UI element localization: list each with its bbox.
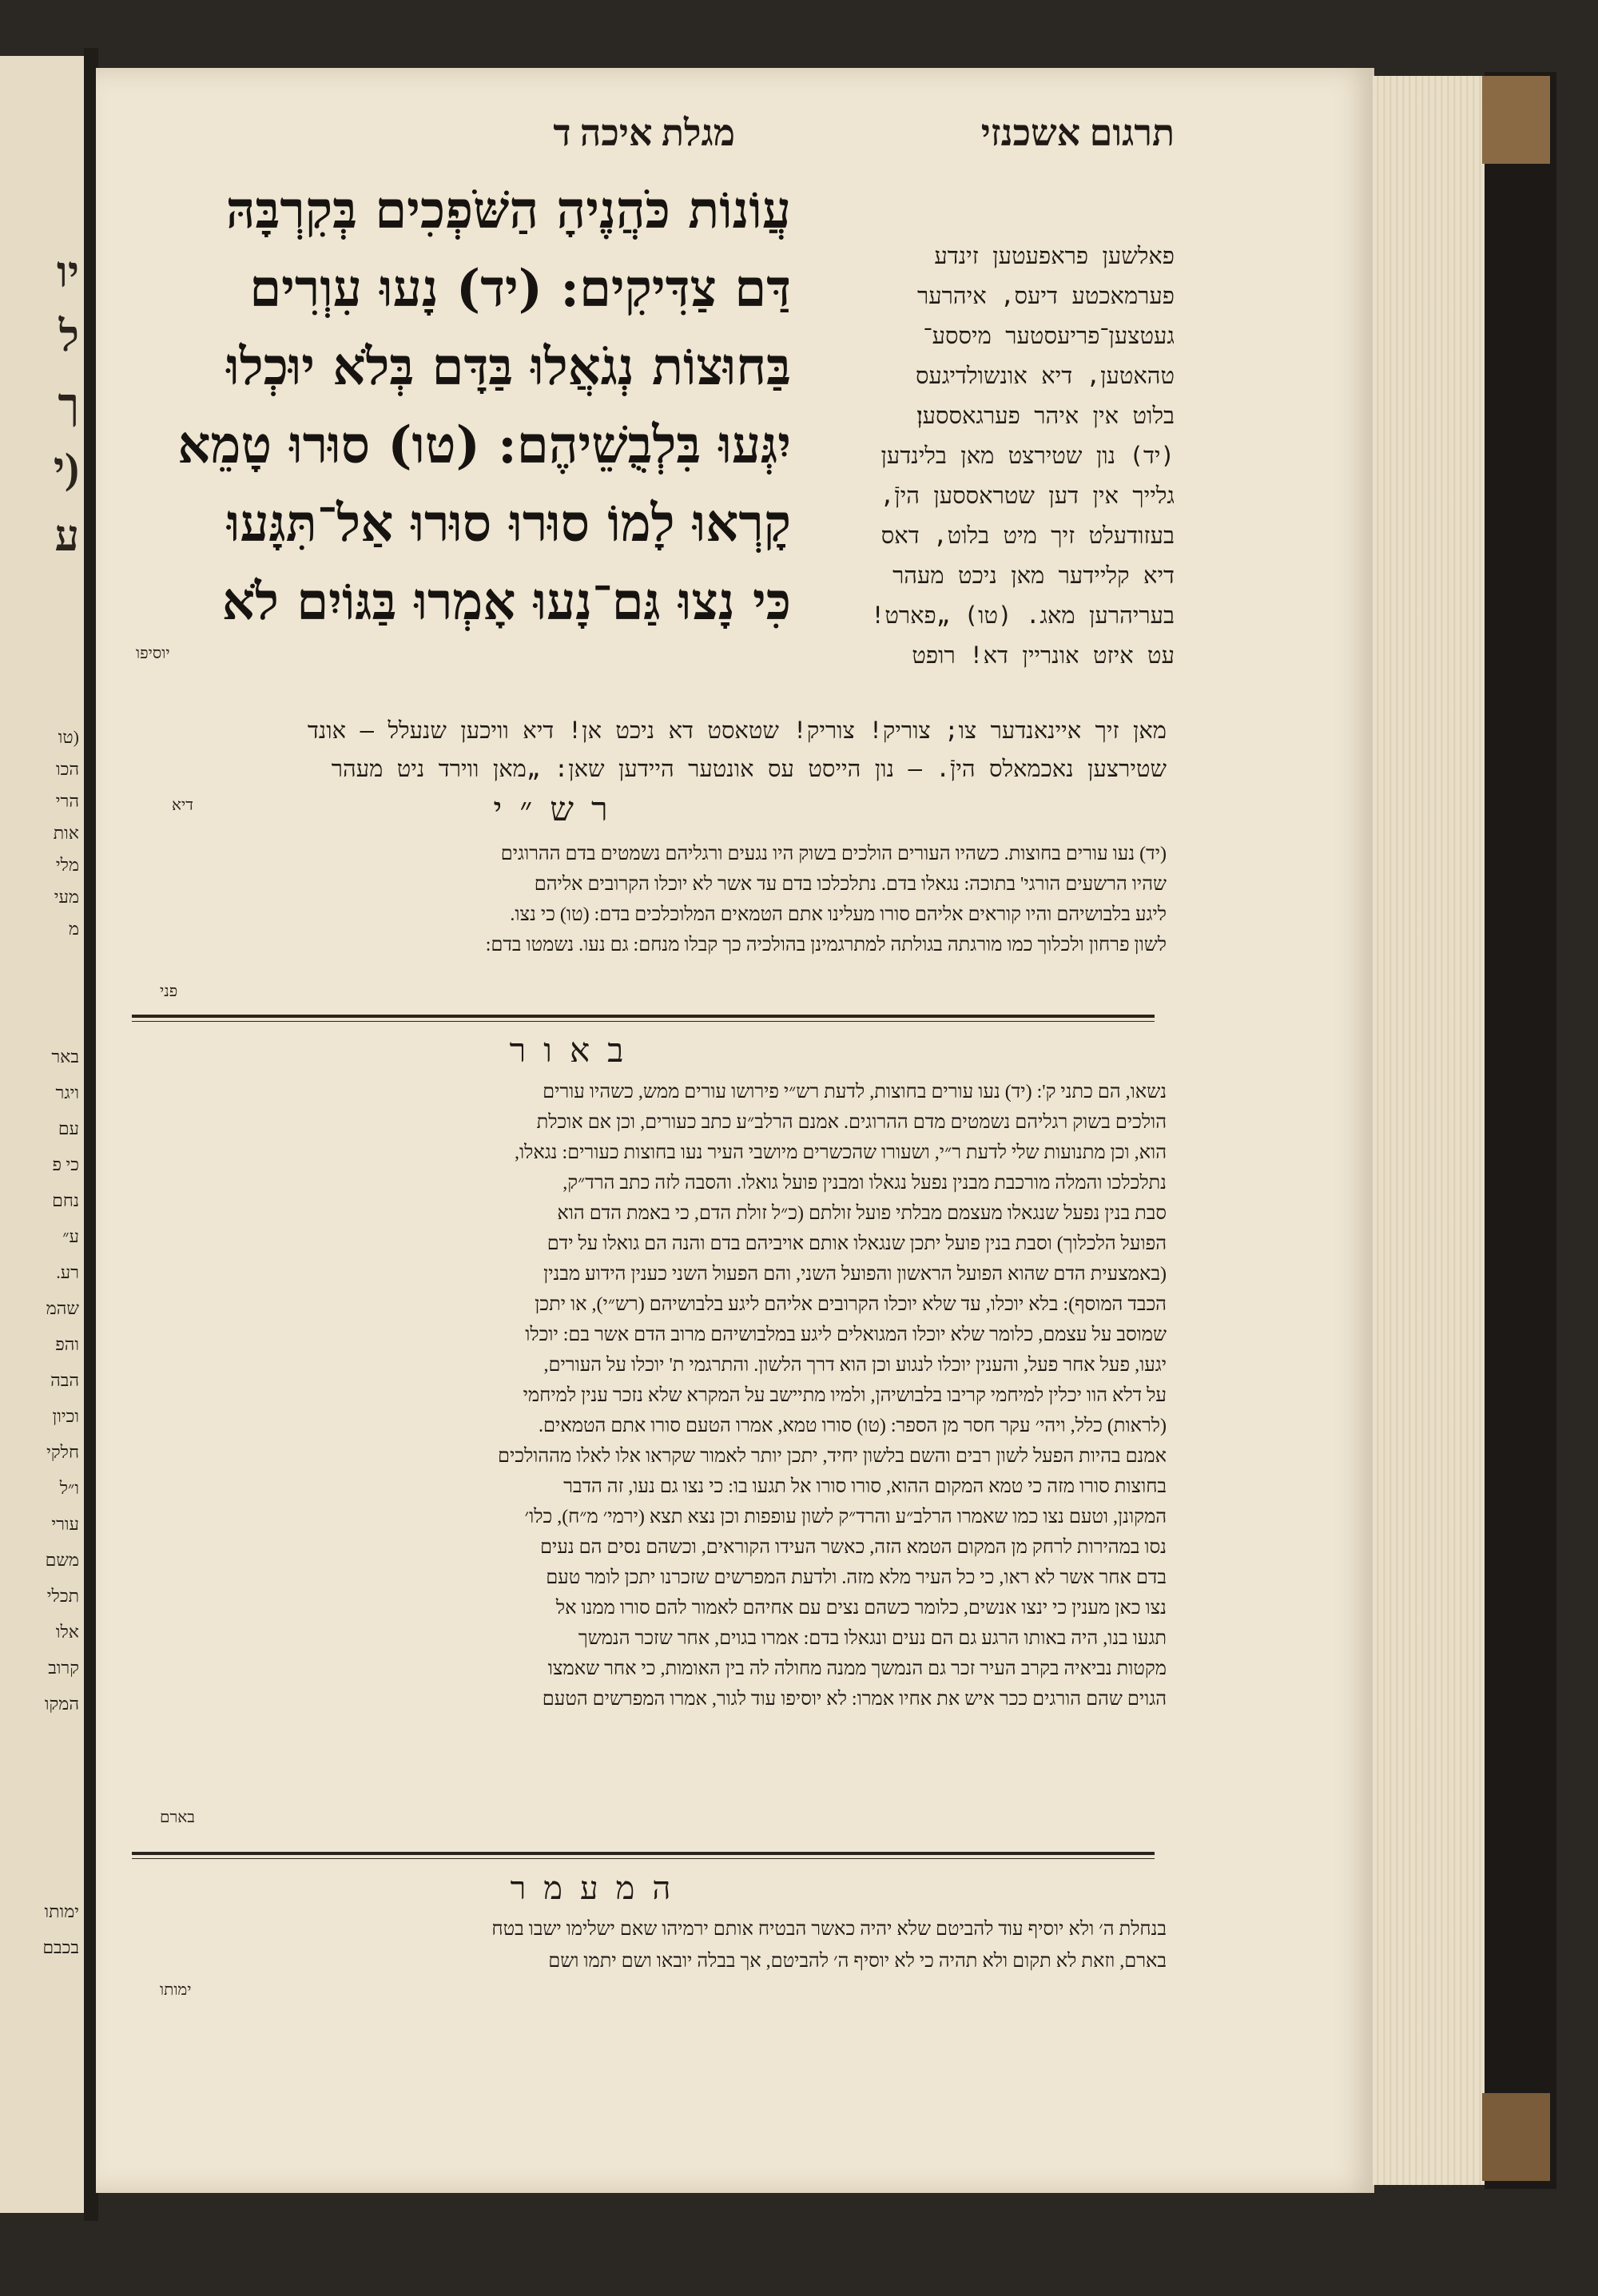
scripture-line: דַּם צַדִּיקִים: (יד) נָעוּ עִוְרִים: [249, 259, 791, 319]
targum-line: טהאטען, דיא אונשולדיגעס: [915, 362, 1175, 389]
biur-title: באור: [509, 1033, 642, 1070]
rashi-line: ליגע בלבושיהם והיו קוראים אליהם סורו מעלינו אתם הטמאים המלוכלכים בדם: (טו) כי נצו.: [510, 904, 1167, 925]
biur-line: בחוצות סורו מזה כי טמא המקום ההוא, סורו סורו אל תגעו בו: כי נצו גם נעו, זה הדבר: [563, 1476, 1167, 1497]
targum-line: געטצען־פריעסטער מיססע־: [923, 322, 1175, 349]
left-fragment: המקו: [44, 1694, 79, 1714]
left-fragment: ימותו: [44, 1901, 79, 1921]
running-header-right: תרגום אשכנזי: [980, 113, 1175, 153]
biur-line: שמוסב על עצמם, כלומר שלא יוכלו המגואלים ליגע במלבושיהם מרוב הדם אשר בם: יוכלו: [525, 1325, 1167, 1345]
biur-line: סבת בנין נפעל שנגאלו מעצמם מבלתי פועל זולתם (כ״ל זולת הדם, כי באמת הדם הוא: [557, 1203, 1167, 1224]
biur-line: מקטות נביאיה בקרב העיר זכר גם הנמשך ממנה מחולה לה בין האומות, כי אחר שאמצו: [547, 1658, 1167, 1679]
left-fragment: אלו: [55, 1622, 79, 1642]
targum-catchword: דיא: [172, 795, 193, 814]
targum-line: פערמאכטע דיעס, איהרער: [917, 282, 1175, 309]
targum-line: מאן זיך איינאנדער צו; צוריק! צוריק! שטאסט דא ניכט אן! דיא וויכען שנעלל — אונד: [307, 717, 1167, 744]
section-rule: [132, 1858, 1155, 1859]
targum-line: בלוט אין איהר פערגאססען׃: [916, 402, 1175, 429]
biur-line: על דלא הוו יכלין למיחמי קריבו בלבושיהן, ולמיו מתיישב על המקרא שלא נזכר ענין למיחמי: [523, 1385, 1167, 1406]
left-fragment: נחם: [52, 1190, 79, 1210]
scripture-line: קָרְאוּ לָמוֹ סוּרוּ סוּרוּ אַל־תִּגָּעוּ: [227, 494, 791, 554]
left-fragment: בכבם: [42, 1937, 79, 1957]
rashi-line: לשון פרחון ולכלוך כמו מורגתה בגולתה למתרגמינן בהולכיה כך קבלו מנחם: גם נעו. נשמטו בדם:: [485, 935, 1167, 955]
left-fragment: יו: [57, 248, 79, 296]
left-fragment: מלי: [55, 855, 79, 875]
targum-wide: [128, 711, 1167, 788]
biur-line: הוא, וכן מתנועות שלי לדעת ר״י, ושעורו שהכשרים מיושבי העיר נעו בחוצות כעורים: נגאלו,: [514, 1142, 1167, 1163]
targum-line: פאלשען פראפעטען זינדע: [934, 242, 1175, 269]
biur-line: נתלכלכו והמלה מורכבת מבנין נפעל נגאלו ומבנין פועל גואלו. והסבה לזה כתב הרד״ק,: [562, 1173, 1167, 1194]
meamer-line: בנחלת ה׳ ולא יוסיף עוד להביטם שלא יהיה כאשר הבטיח אותם ירמיהו שאם ישלימו ישבו בטח: [491, 1919, 1167, 1940]
left-fragment: מ: [68, 919, 79, 939]
biur-line: נסו במהירות לרחק מן המקום הטמא הזה, כאשר העידו הקוראים, וכשהם נסים הם נעים: [539, 1537, 1167, 1558]
left-fragment: הרי: [55, 791, 79, 811]
left-fragment: אות: [53, 823, 79, 843]
biur-line: (באמצעית הדם שהוא הפועל הראשון והפועל השני, והם הפעול השני כענין הידוע מבנין: [543, 1264, 1167, 1285]
meamer-title: המעמר: [510, 1870, 689, 1906]
biur-line: הגוים שהם הורגים ככר איש את אחיו אמרו: לא יוסיפו עוד לגור, אמרו המפרשים הטעם: [542, 1689, 1167, 1710]
biur-line: בדם אחר אשר לא ראו, כי כל העיר מלא מזה. ולדעת המפרשים שזכרנו יתכן לומר טעם: [546, 1567, 1167, 1588]
left-page: [0, 56, 89, 2213]
scripture-line: בַּחוּצוֹת נְגֹאֲלוּ בַּדָּם בְּלֹא יוּכְלוּ: [226, 337, 791, 397]
rashi-catchword: פני: [160, 981, 178, 1000]
rashi-line: שהיו הרשעים הורגי' בתוכה: נגאלו בדם. נתלכלכו בדם עד אשר לא יוכלו הקרובים אליהם: [534, 874, 1167, 895]
biur-line: הכבד המוסף): בלא יוכלו, עד שלא יוכלו הקרובים אליהם ליגע בלבושיהם (רש״י), או יתכן: [535, 1294, 1167, 1315]
left-fragment: כי פ: [52, 1154, 79, 1174]
biur-line: המקונן, וטעם נצו כמו שאמרו הרלב״ע והרד״ק לשון עופפות וכן נצא תצא (ירמי׳ מ״ח), כלו׳: [524, 1507, 1167, 1527]
biur-line: הולכים בשוק רגליהם נשמטים מדם ההרוגים. אמנם הרלב״ע כתב כעורים, וכן אם אוכלת: [536, 1112, 1167, 1133]
cover-corner: [1482, 2093, 1550, 2181]
main-catchword: יוסיפו: [136, 643, 170, 662]
section-rule: [132, 1021, 1155, 1022]
targum-line: (יד) נון שטירצט מאן בלינדען: [880, 442, 1175, 469]
left-fragment: (טו: [58, 727, 79, 747]
section-rule: [132, 1852, 1155, 1855]
biur-line: הפועל הלכלוך) וסבת בנין פועל יתכן שנגאלו אותם אויביהם בדם והנה הם גואלו על ידם: [547, 1233, 1167, 1254]
left-fragment: רע.: [56, 1262, 79, 1282]
left-fragment: שהמ: [46, 1298, 79, 1318]
left-fragment: ע״: [62, 1226, 79, 1246]
rashi-line: (יד) נעו עורים בחוצות. כשהיו העורים הולכים בשוק היו נגעים ורגליהם נשמטים בדם ההרוגים: [500, 844, 1167, 864]
targum-line: בעזודעלט זיך מיט בלוט, דאס: [880, 522, 1175, 549]
meamer-line: בארם, וזאת לא תקום ולא תהיה כי לא יוסיף ה׳ להביטם, אך בבלה יובאו ושם יתמו ושם: [548, 1951, 1167, 1972]
left-fragment: חלקי: [46, 1442, 79, 1462]
biur-commentary: [128, 1077, 1167, 1714]
left-fragment: עם: [58, 1118, 79, 1138]
left-fragment: קרוב: [48, 1658, 79, 1678]
left-fragment: באר: [51, 1047, 79, 1067]
biur-line: אמנם בהיות הפעל לשון רבים והשם בלשון יחיד, יתכן יותר לאמור שקראו אלו לאלו מההולכים: [498, 1446, 1167, 1467]
scripture-line: עֲוֹנוֹת כֹּהֲנֶיהָ הַשֹּׁפְכִים בְּקִרְבָּהּ: [225, 181, 791, 240]
targum-line: גלייך אין דען שטראססען היןֿ,: [880, 482, 1175, 509]
section-rule: [132, 1015, 1155, 1018]
meamer-catchword: ימותו: [160, 1980, 192, 1999]
left-fragment: הכו: [55, 759, 79, 779]
scripture-line: יִגְּעוּ בִּלְבֻשֵׁיהֶם: (טו) סוּרוּ טָמֵא: [177, 415, 791, 475]
biur-line: (לראות) כלל, ויהי׳ עקר חסר מן הספר: (טו) סורו טמא, אמרו הטעם סורו אתם הטמאים.: [539, 1416, 1167, 1436]
biur-line: תגעו בנו, היה באותו הרגע גם הם נעים ונגאלו בדם: אמרו בגוים, אחר שזכר הנמשך: [578, 1628, 1167, 1649]
left-fragment: משם: [45, 1550, 79, 1570]
targum-line: שטירצען נאכמאלס היןֿ. — נון הייסט עס אונטער היידען שאן: „מאן ווירד ניט מעהר: [331, 755, 1167, 782]
left-fragment: (י: [53, 444, 79, 492]
rashi-title: רש״י: [493, 792, 626, 828]
main-scripture-text: [128, 172, 791, 642]
book-cover: [1485, 72, 1556, 2189]
left-fragment: הבה: [50, 1370, 79, 1390]
left-fragment: והפ: [55, 1334, 79, 1354]
cover-corner: [1482, 76, 1550, 164]
targum-line: בעריהרען מאג. (טו) „פארט!: [870, 602, 1175, 629]
left-fragment: וכיון: [52, 1406, 79, 1426]
left-fragment: עורי: [51, 1514, 79, 1534]
targum-line: דיא קליידער מאן ניכט מעהר: [892, 562, 1175, 589]
targum-line: עט איזט אונריין דא! רופט: [912, 642, 1175, 669]
left-fragment: תכלי: [46, 1586, 79, 1606]
left-fragment: ע: [54, 512, 79, 560]
left-fragment: ו״ל: [59, 1478, 79, 1498]
meamer-commentary: [128, 1913, 1167, 1977]
scripture-line: כִּי נָצוּ גַּם־נָעוּ אָמְרוּ בַּגּוֹיִם לֹא: [221, 572, 791, 632]
biur-line: יגעו, פעל אחר פעל, והענין יוכלו לנגוע וכן הוא דרך הלשון. והתרגמי ת' יוכלו על העורים,: [543, 1355, 1167, 1376]
targum-column: [807, 236, 1175, 675]
biur-line: נצו כאן מענין כי ינצו אנשים, כלומר כשהם נצים עם אחיהם לאמור להם סורו ממנו אל: [555, 1598, 1167, 1619]
page-edges: [1373, 76, 1485, 2185]
left-fragment: ל: [58, 312, 79, 360]
biur-line: נשאו, הם כתני ק': (יד) נעו עורים בחוצות, לדעת רש״י פירושו עורים ממש, כשהיו עורים: [543, 1082, 1167, 1102]
running-header-left: מגלת איכה ד: [553, 113, 735, 153]
left-fragment: מעי: [54, 887, 79, 907]
biur-catchword: בארם: [160, 1807, 195, 1826]
left-fragment: ויגר: [55, 1082, 79, 1102]
left-fragment: ך: [58, 380, 79, 428]
rashi-commentary: [128, 839, 1167, 960]
